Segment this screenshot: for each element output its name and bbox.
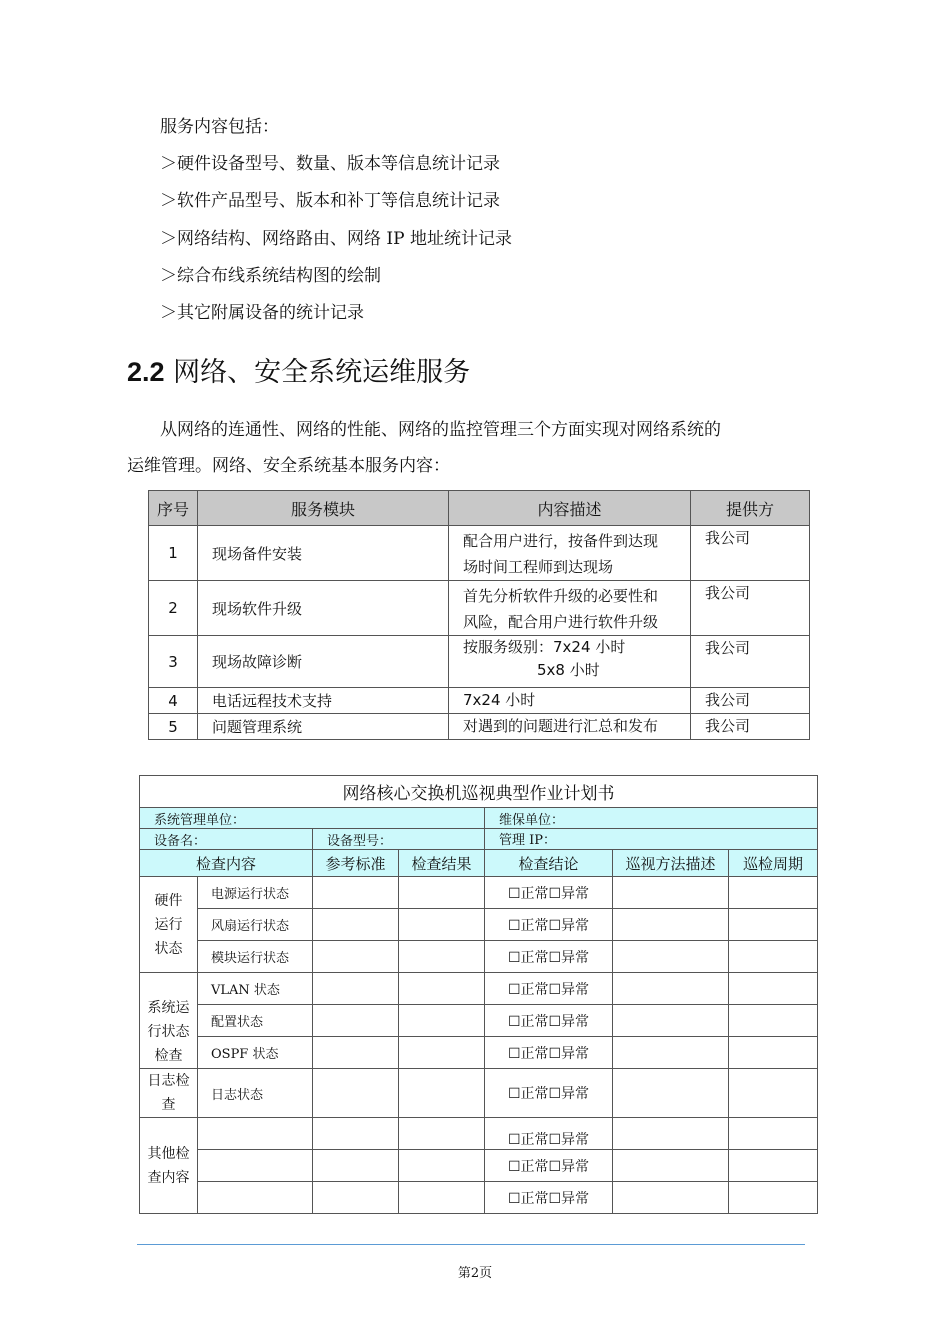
desc-line [463,659,690,682]
header-reference: 参考标准 [313,850,399,877]
bullet-1: ＞硬件设备型号、数量、版本等信息统计记录 [160,154,500,174]
section-paragraph-line1: 从网络的连通性、网络的性能、网络的监控管理三个方面实现对网络系统的 [160,420,721,440]
desc-value: 7x24 [553,638,591,656]
row-module: 现场软件升级 [198,581,449,636]
row-provider: 我公司 [691,636,810,688]
check-item: 配置状态 [198,1005,313,1037]
desc-line: 风险，配合用户进行软件升级 [463,613,659,631]
period-cell [729,1118,818,1150]
desc-line: 配合用户进行，按备件到达现 [463,532,659,550]
result-cell [399,1069,485,1118]
table-row [149,581,810,636]
method-cell [613,1118,729,1150]
row-provider: 我公司 [691,526,810,581]
result-cell [399,1005,485,1037]
row-desc [449,636,691,688]
plan-header-row [140,850,818,877]
group-label: 查内容 [147,1169,190,1186]
reference-cell [313,1118,399,1150]
inspection-plan-table [139,775,818,1214]
row-module: 现场故障诊断 [198,636,449,688]
check-item: VLAN 状态 [198,973,313,1005]
conclusion-checkbox[interactable]: ☐正常☐异常 [485,909,613,941]
conclusion-checkbox[interactable]: ☐正常☐异常 [485,1069,613,1118]
table-row [149,526,810,581]
result-cell [399,909,485,941]
period-cell [729,1005,818,1037]
reference-cell [313,1150,399,1182]
check-item [198,1118,313,1150]
table-row [140,941,818,973]
conclusion-checkbox[interactable]: ☐正常☐异常 [485,1037,613,1069]
mgmt-ip-label: 管理 IP： [485,829,818,850]
section-heading [127,354,470,391]
section-title: 网络、安全系统运维服务 [173,357,471,388]
group-system [140,973,198,1069]
plan-device-row [140,829,818,850]
check-item: 模块运行状态 [198,941,313,973]
desc-value: 5x8 [537,661,565,679]
period-cell [729,877,818,909]
reference-cell [313,909,399,941]
method-cell [613,1182,729,1214]
group-label: 查 [161,1097,176,1113]
conclusion-checkbox[interactable]: ☐正常☐异常 [485,941,613,973]
table-row [149,636,810,688]
conclusion-checkbox[interactable]: ☐正常☐异常 [485,1150,613,1182]
plan-title: 网络核心交换机巡视典型作业计划书 [140,776,818,808]
intro-lead: 服务内容包括： [160,117,279,137]
admin-unit-label: 系统管理单位： [140,808,485,829]
period-cell [729,1037,818,1069]
header-no: 序号 [149,491,198,526]
row-desc [449,581,691,636]
group-label: 状态 [154,940,183,957]
result-cell [399,973,485,1005]
desc-suffix: 小时 [569,661,600,679]
section-paragraph-line2: 运维管理。网络、安全系统基本服务内容： [127,456,450,476]
method-cell [613,877,729,909]
conclusion-checkbox[interactable]: ☐正常☐异常 [485,1118,613,1150]
maint-unit-label: 维保单位： [485,808,818,829]
row-module: 电话远程技术支持 [198,688,449,714]
row-module: 现场备件安装 [198,526,449,581]
check-item: 日志状态 [198,1069,313,1118]
method-cell [613,941,729,973]
row-desc: 对遇到的问题进行汇总和发布 [449,714,691,740]
desc-value: 7x24 [463,691,501,709]
header-module: 服务模块 [198,491,449,526]
table-row [140,909,818,941]
bullet-5: ＞其它附属设备的统计记录 [160,303,364,323]
row-number: 1 [149,526,198,581]
table-row [140,1069,818,1118]
desc-line: 首先分析软件升级的必要性和 [463,587,659,605]
row-provider: 我公司 [691,688,810,714]
desc-suffix: 小时 [505,691,536,709]
table-row [140,877,818,909]
row-provider: 我公司 [691,581,810,636]
conclusion-checkbox[interactable]: ☐正常☐异常 [485,973,613,1005]
result-cell [399,1118,485,1150]
desc-line [463,636,690,659]
period-cell [729,1150,818,1182]
service-table [148,490,810,740]
check-item: OSPF 状态 [198,1037,313,1069]
row-module: 问题管理系统 [198,714,449,740]
group-label: 行状态 [147,1024,190,1040]
bullet-2: ＞软件产品型号、版本和补丁等信息统计记录 [160,191,500,211]
header-provider: 提供方 [691,491,810,526]
group-log [140,1069,198,1118]
table-row [140,1037,818,1069]
reference-cell [313,973,399,1005]
row-number: 5 [149,714,198,740]
desc-line: 场时间工程师到达现场 [463,558,614,576]
bullet-4: ＞综合布线系统结构图的绘制 [160,266,381,286]
section-number: 2.2 [127,357,165,387]
method-cell [613,973,729,1005]
reference-cell [313,941,399,973]
conclusion-checkbox[interactable]: ☐正常☐异常 [485,1182,613,1214]
method-cell [613,1005,729,1037]
group-label: 日志检 [147,1073,190,1089]
footer-divider [137,1244,805,1245]
row-number: 4 [149,688,198,714]
header-conclusion: 检查结论 [485,850,613,877]
group-other [140,1118,198,1214]
table-row [149,714,810,740]
check-item: 电源运行状态 [198,877,313,909]
method-cell [613,1069,729,1118]
result-cell [399,877,485,909]
header-period: 巡检周期 [729,850,818,877]
table-row [140,973,818,1005]
result-cell [399,1182,485,1214]
reference-cell [313,1037,399,1069]
service-table-header [149,491,810,526]
reference-cell [313,877,399,909]
result-cell [399,1037,485,1069]
table-row [140,1005,818,1037]
row-desc [449,526,691,581]
header-method: 巡视方法描述 [613,850,729,877]
result-cell [399,941,485,973]
header-result: 检查结果 [399,850,485,877]
group-label: 检查 [154,1048,183,1064]
period-cell [729,909,818,941]
group-label: 运行 [154,916,183,933]
period-cell [729,1069,818,1118]
page-number: 第2页 [457,1266,493,1281]
reference-cell [313,1182,399,1214]
device-name-label: 设备名： [140,829,313,850]
row-number: 2 [149,581,198,636]
table-row [149,688,810,714]
desc-prefix: 按服务级别： [463,638,554,656]
header-desc: 内容描述 [449,491,691,526]
group-label: 其他检 [147,1145,190,1162]
check-item [198,1182,313,1214]
table-row [140,1150,818,1182]
period-cell [729,1182,818,1214]
method-cell [613,909,729,941]
period-cell [729,973,818,1005]
method-cell [613,1150,729,1182]
group-hardware [140,877,198,973]
group-label: 硬件 [154,892,183,909]
period-cell [729,941,818,973]
check-item [198,1150,313,1182]
header-check-content: 检查内容 [140,850,313,877]
reference-cell [313,1005,399,1037]
result-cell [399,1150,485,1182]
reference-cell [313,1069,399,1118]
table-row [140,1182,818,1214]
conclusion-checkbox[interactable]: ☐正常☐异常 [485,877,613,909]
row-provider: 我公司 [691,714,810,740]
row-number: 3 [149,636,198,688]
plan-title-row [140,776,818,808]
group-label: 系统运 [147,1000,190,1016]
desc-suffix: 小时 [595,638,626,656]
table-row [140,1118,818,1150]
row-desc [449,688,691,714]
plan-unit-row [140,808,818,829]
conclusion-checkbox[interactable]: ☐正常☐异常 [485,1005,613,1037]
bullet-3: ＞网络结构、网络路由、网络 IP 地址统计记录 [160,229,512,249]
method-cell [613,1037,729,1069]
check-item: 风扇运行状态 [198,909,313,941]
device-model-label: 设备型号： [313,829,485,850]
